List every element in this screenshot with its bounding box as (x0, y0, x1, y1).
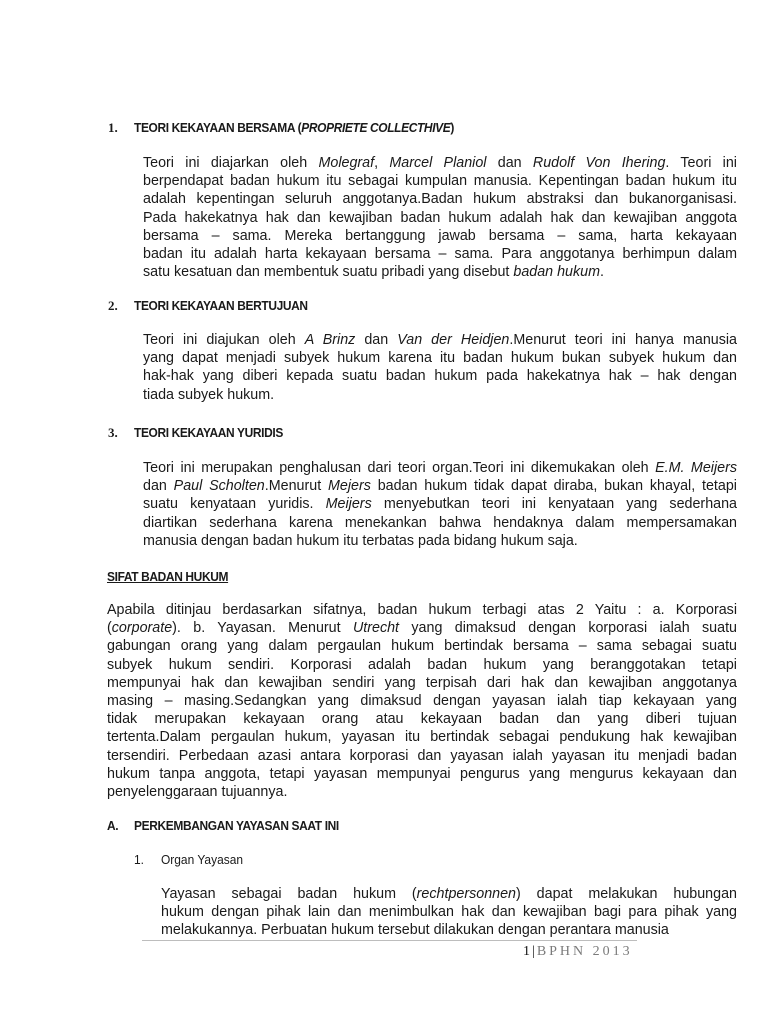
italic-text: Paul Scholten (173, 478, 265, 495)
text-line: hak-hak yang diberi kepada suatu badan hukum pada hakekatnya hak – hak dengan (143, 368, 737, 385)
section-3-heading: TEORI KEKAYAAN YURIDIS (134, 425, 283, 440)
text-line: masing – masing.Sedangkan yang dimaksud dengan yayasan ialah tiap kekayaan yang (107, 692, 737, 709)
text-line: suatu kenyataan yuridis. Meijers menyebutkan teori ini kenyataan yang sederhana (143, 496, 737, 513)
text-line: penyelenggaraan tujuannya. (107, 783, 288, 800)
section-a-label: A. (107, 818, 119, 833)
italic-text: Marcel Planiol (389, 155, 487, 171)
text-line: tiada subyek hukum. (143, 386, 275, 403)
text-line: satu kesatuan dan membentuk suatu pribadi yang disebut badan hukum. (143, 264, 604, 281)
subsection-1-number: 1. (134, 852, 144, 867)
italic-text: Utrecht (352, 620, 400, 637)
text-line: tertenta.Dalam pergaulan hukum, yayasan itu bertindak sebagai pendukung hak kewajiban (107, 729, 737, 746)
sifat-badan-hukum-paragraph (107, 601, 737, 801)
text-line: diartikan sederhana karena menekankan bahwa hendaknya dalam mempersamakan (143, 514, 737, 531)
section-2-heading: TEORI KEKAYAAN BERTUJUAN (134, 298, 308, 313)
section-1-paragraph (143, 154, 737, 281)
section-1-heading-prefix: TEORI KEKAYAAN BERSAMA ( (134, 120, 302, 135)
page-footer (523, 944, 633, 960)
text-line: hukum tanpa anggota, tetapi yayasan mempunyai pengurus yang mengurus kekayaan dan (107, 765, 737, 782)
italic-text: badan hukum (513, 264, 601, 281)
section-2-paragraph (143, 331, 737, 404)
text-line: Teori ini merupakan penghalusan dari teori organ.Teori ini dikemukakan oleh E.M. Meijers (143, 460, 737, 476)
text-line: subyek hukum sendiri. Korporasi adalah badan hukum yang beranggotakan tetapi (107, 656, 737, 673)
section-3-paragraph (143, 459, 737, 550)
text-line: tersendiri. Perbedaan azasi antara korporasi dan yayasan ialah yayasan itu menjadi badan (107, 747, 737, 764)
italic-text: Mejers (327, 478, 371, 495)
section-3-number: 3. (108, 425, 118, 440)
text-line: Apabila ditinjau berdasarkan sifatnya, badan hukum terbagi atas 2 Yaitu : a. Korporasi (107, 602, 737, 618)
organ-yayasan-paragraph (161, 885, 737, 940)
text-line: berpendapat badan hukum itu sebagai kumpulan manusia. Kepentingan badan hukum itu (143, 173, 737, 190)
text-line: tidak merupakan kekayaan orang atau kekayaan badan dan yang diberi tujuan (107, 711, 737, 728)
text-line: gabungan orang yang dalam pergaulan hukum bertindak bersama – sama sebagai suatu (107, 638, 737, 655)
text-line: bersama – sama. Mereka bertanggung jawab bersama – sama, harta kekayaan (143, 227, 737, 244)
section-1-number: 1. (108, 120, 118, 135)
footer-organization: BPHN 2013 (536, 944, 633, 959)
text-line: adalah kepentingan seluruh anggotanya.Badan hukum abstraksi dan bukanorganisasi. (143, 191, 737, 208)
text-line: Pada hakekatnya hak dan kewajiban badan hukum adalah hak dan kewajiban anggota (143, 209, 737, 226)
italic-text: E.M. Meijers (655, 460, 737, 476)
section-1-heading-italic: PROPRIETE COLLECTHIVE (301, 120, 451, 135)
section-a-heading: PERKEMBANGAN YAYASAN SAAT INI (134, 818, 339, 833)
text-line: Teori ini diajukan oleh A Brinz dan Van der Heidjen.Menurut teori ini hanya manusia (143, 332, 738, 348)
italic-text: Van der Heidjen (397, 332, 510, 348)
text-line: Yayasan sebagai badan hukum (rechtpersonnen) dapat melakukan hubungan (161, 886, 737, 902)
italic-text: Meijers (325, 496, 372, 513)
section-1-heading-suffix: ) (450, 120, 455, 135)
text-line: dan Paul Scholten.Menurut Mejers badan hukum tidak dapat diraba, bukan khayal, tetapi (143, 478, 737, 495)
text-line: badan itu adalah harta kekayaan bersama – sama. Para anggotanya berhimpun dalam (143, 245, 737, 262)
text-line: melakukannya. Perbuatan hukum tersebut dilakukan dengan perantara manusia (161, 922, 669, 939)
text-line: mempunyai hak dan kewajiban sendiri yang terpisah dari hak dan kewajiban anggotanya (107, 674, 737, 691)
text-line: Teori ini diajarkan oleh Molegraf, Marcel Planiol dan Rudolf Von Ihering. Teori ini (143, 155, 737, 171)
sifat-badan-hukum-heading: SIFAT BADAN HUKUM (107, 569, 229, 584)
italic-text: corporate (111, 620, 173, 637)
text-line: manusia dengan badan hukum itu terbatas pada bidang hukum saja. (143, 532, 578, 549)
page-number: 1 (523, 944, 530, 959)
italic-text: A Brinz (304, 332, 356, 348)
text-line: (corporate). b. Yayasan. Menurut Utrecht yang dimaksud dengan korporasi ialah suatu (107, 620, 737, 637)
text-line: hukum dengan pihak lain dan menimbulkan hak dan kewajiban bagi para pihak yang (161, 904, 737, 921)
text-line: yang dapat menjadi subyek hukum karena itu badan hukum bukan subyek hukum dan (143, 350, 737, 367)
section-2-number: 2. (108, 298, 118, 313)
subsection-1-title: Organ Yayasan (161, 852, 244, 867)
footer-rule (142, 940, 637, 941)
italic-text: rechtpersonnen (416, 886, 517, 902)
footer-separator: | (532, 944, 535, 959)
italic-text: Rudolf Von Ihering (532, 155, 666, 171)
section-1-heading (134, 120, 454, 135)
italic-text: Molegraf (318, 155, 375, 171)
